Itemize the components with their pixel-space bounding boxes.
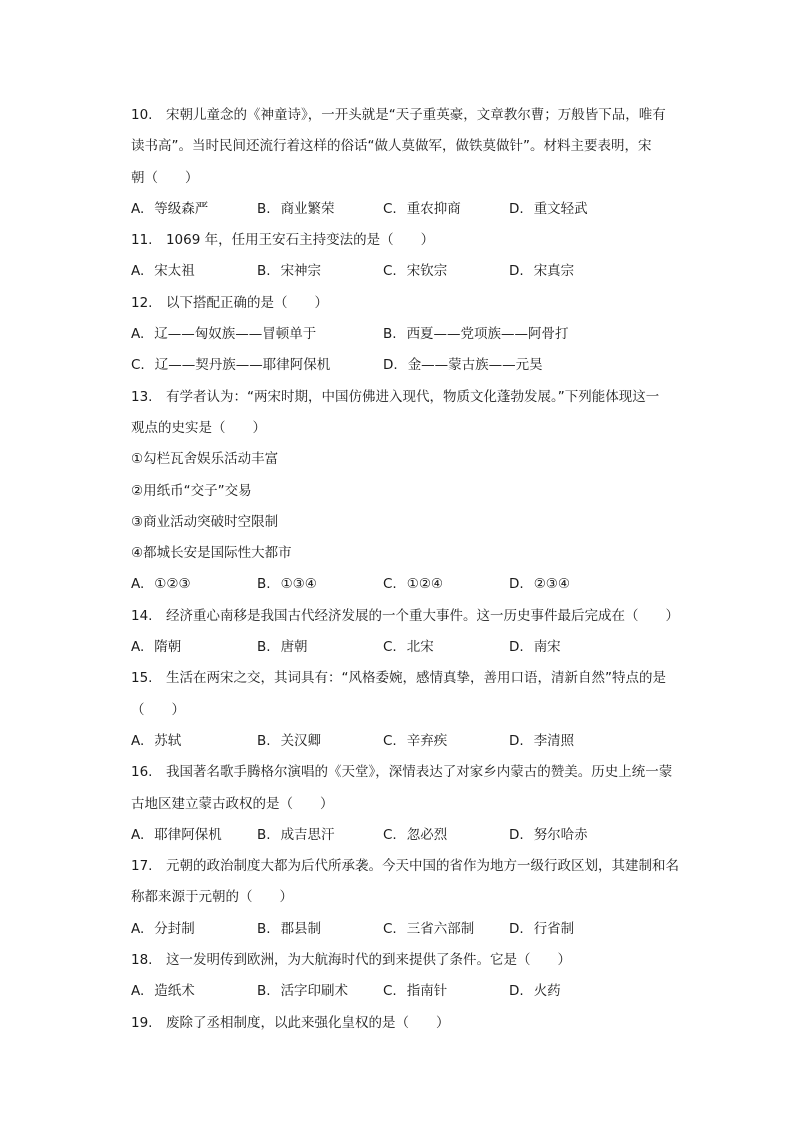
- question-text: 古地区建立蒙古政权的是（ ）: [131, 795, 334, 812]
- option-c: C. 宋钦宗: [383, 263, 448, 280]
- option-d: D. 努尔哈赤: [509, 826, 588, 843]
- option-a: A. 分封制: [131, 920, 195, 937]
- option-d: D. 宋真宗: [509, 263, 575, 280]
- options-row: [131, 914, 694, 945]
- question-14: [131, 601, 694, 664]
- question-text: 19. 废除了丞相制度，以此来强化皇权的是（ ）: [131, 1014, 450, 1031]
- option-d: D. 李清照: [509, 732, 575, 749]
- options-row: [131, 632, 694, 663]
- option-c: C. 北宋: [383, 639, 434, 656]
- question-text: 称都来源于元朝的（ ）: [131, 889, 293, 906]
- option-c: C. 辽——契丹族——耶律阿保机: [131, 357, 331, 374]
- question-12: [131, 288, 694, 382]
- option-a: A. 宋太祖: [131, 263, 195, 280]
- option-b: B. ①③④: [257, 576, 317, 593]
- statement-1: ①勾栏瓦舍娱乐活动丰富: [131, 451, 279, 468]
- option-a: A. 苏轼: [131, 732, 182, 749]
- question-16: [131, 757, 694, 851]
- statement-4: ④都城长安是国际性大都市: [131, 545, 292, 562]
- statement-2: ②用纸币“交子”交易: [131, 482, 252, 499]
- question-10: [131, 100, 694, 225]
- question-13: [131, 382, 694, 601]
- question-text: 15. 生活在两宋之交，其词具有：“风格委婉，感情真挚，善用口语，清新自然”特点的是: [131, 670, 666, 687]
- question-text: 观点的史实是（ ）: [131, 419, 266, 436]
- question-text: 12. 以下搭配正确的是（ ）: [131, 294, 328, 311]
- option-b: B. 宋神宗: [257, 263, 322, 280]
- options-row: [131, 569, 694, 600]
- option-c: C. 忽必烈: [383, 826, 448, 843]
- option-d: D. 重文轻武: [509, 200, 588, 217]
- options-row: [131, 976, 694, 1007]
- option-b: B. 关汉卿: [257, 732, 322, 749]
- statement-3: ③商业活动突破时空限制: [131, 513, 279, 530]
- option-c: C. ①②④: [383, 576, 444, 593]
- question-11: [131, 225, 694, 288]
- question-18: [131, 945, 694, 1008]
- option-a: A. 等级森严: [131, 200, 209, 217]
- option-d: D. ②③④: [509, 576, 570, 593]
- options-row: [131, 820, 694, 851]
- option-a: A. 隋朝: [131, 639, 182, 656]
- option-b: B. 郡县制: [257, 920, 322, 937]
- question-text: 14. 经济重心南移是我国古代经济发展的一个重大事件。这一历史事件最后完成在（ ）: [131, 607, 679, 624]
- question-text: 17. 元朝的政治制度大都为后代所承袭。今天中国的省作为地方一级行政区划，其建制和名: [131, 858, 679, 875]
- option-a: A. 耶律阿保机: [131, 826, 222, 843]
- option-d: D. 金——蒙古族——元昊: [383, 357, 543, 374]
- question-text: 10. 宋朝儿童念的《神童诗》，一开头就是“天子重英豪，文章教尔曹；万般皆下品，唯有: [131, 107, 666, 123]
- question-text: 18. 这一发明传到欧洲，为大航海时代的到来提供了条件。它是（ ）: [131, 952, 571, 969]
- option-c: C. 辛弃疾: [383, 732, 448, 749]
- question-text: （ ）: [131, 701, 185, 718]
- option-c: C. 指南针: [383, 983, 448, 1000]
- question-text: 朝（ ）: [131, 169, 199, 186]
- option-c: C. 三省六部制: [383, 920, 475, 937]
- question-text: 13. 有学者认为：“两宋时期，中国仿佛进入现代，物质文化蓬勃发展。”下列能体现这一: [131, 388, 660, 405]
- option-a: A. 造纸术: [131, 983, 195, 1000]
- option-b: B. 成吉思汗: [257, 826, 335, 843]
- question-15: [131, 663, 694, 757]
- option-b: B. 活字印刷术: [257, 983, 349, 1000]
- options-row: [131, 256, 694, 287]
- question-17: [131, 851, 694, 945]
- options-row: [131, 194, 694, 225]
- option-b: B. 西夏——党项族——阿骨打: [383, 326, 569, 343]
- question-19: [131, 1008, 694, 1039]
- question-text: 16. 我国著名歌手腾格尔演唱的《天堂》，深情表达了对家乡内蒙古的赞美。历史上统一蒙: [131, 764, 673, 781]
- option-a: A. ①②③: [131, 576, 191, 593]
- option-a: A. 辽——匈奴族——冒顿单于: [131, 326, 317, 343]
- options-row: [131, 350, 694, 381]
- option-d: D. 南宋: [509, 639, 561, 656]
- option-d: D. 火药: [509, 983, 561, 1000]
- question-text: 读书高”。当时民间还流行着这样的俗话“做人莫做军，做铁莫做针”。材料主要表明，宋: [131, 138, 652, 155]
- option-b: B. 商业繁荣: [257, 200, 335, 217]
- option-b: B. 唐朝: [257, 639, 308, 656]
- options-row: [131, 726, 694, 757]
- option-c: C. 重农抑商: [383, 200, 461, 217]
- option-d: D. 行省制: [509, 920, 575, 937]
- options-row: [131, 319, 694, 350]
- question-text: 11. 1069 年，任用王安石主持变法的是（ ）: [131, 232, 435, 249]
